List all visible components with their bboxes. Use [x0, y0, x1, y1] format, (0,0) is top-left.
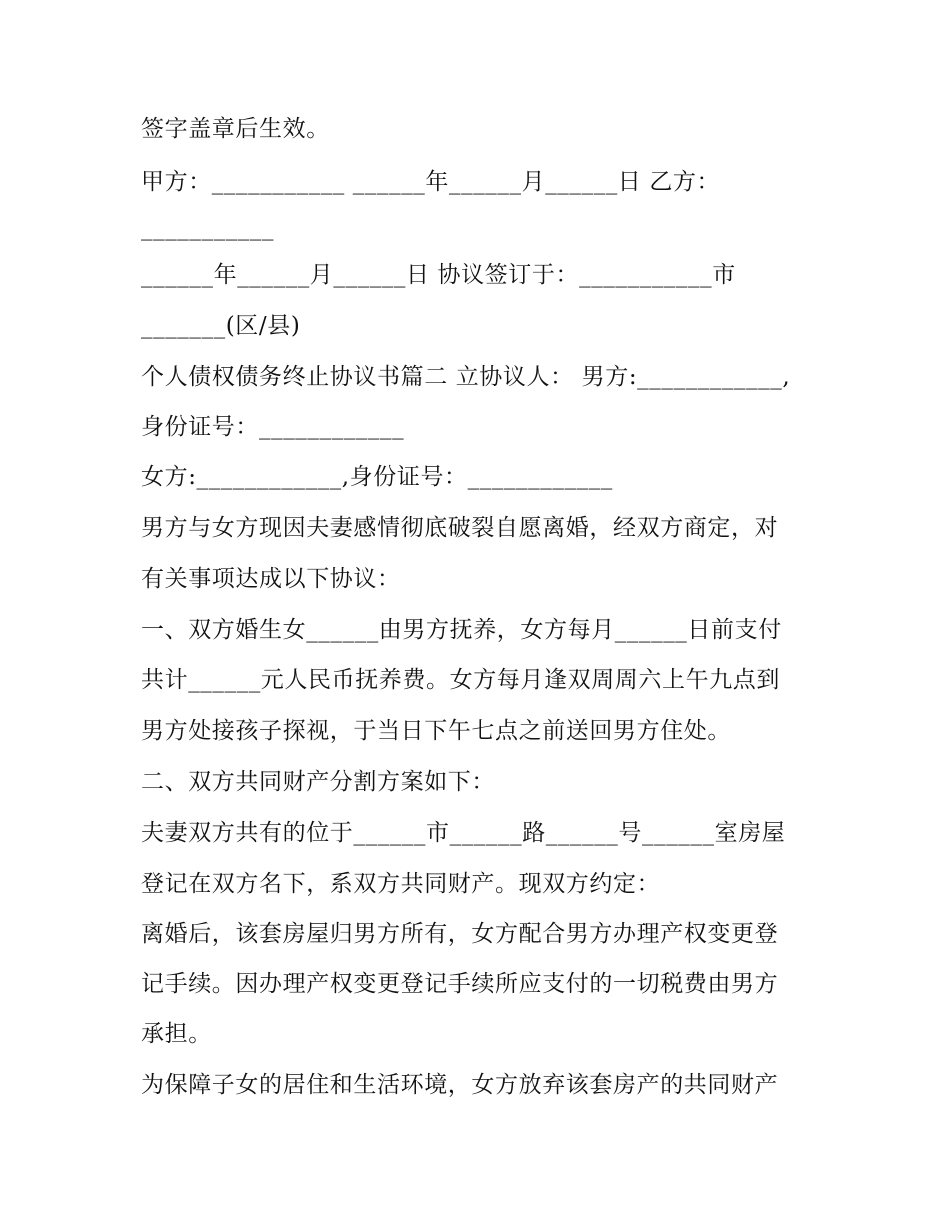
- text-line: 夫妻双方共有的位于______市______路______号______室房屋: [141, 820, 786, 846]
- text-line: 二、双方共同财产分割方案如下：: [141, 769, 495, 795]
- text-line: 男方处接孩子探视，于当日下午七点之前送回男方住处。: [141, 718, 731, 744]
- text-line: 记手续。因办理产权变更登记手续所应支付的一切税费由男方: [141, 971, 779, 997]
- text-line: 离婚后，该套房屋归男方所有，女方配合男方办理产权变更登: [141, 921, 779, 947]
- text-line: 身份证号：____________: [141, 414, 405, 440]
- text-line: 为保障子女的居住和生活环境，女方放弃该套房产的共同财产: [141, 1072, 779, 1098]
- text-line: 个人债权债务终止协议书篇二 立协议人： 男方:____________,: [141, 364, 791, 390]
- text-line: 女方:____________,身份证号：____________: [141, 464, 613, 490]
- text-line: 有关事项达成以下协议：: [141, 566, 401, 592]
- text-line: ______年______月______日 协议签订于：___________市: [141, 262, 736, 288]
- text-line: 男方与女方现因夫妻感情彻底破裂自愿离婚，经双方商定，对: [141, 515, 779, 541]
- text-line: 登记在双方名下，系双方共同财产。现双方约定：: [141, 871, 661, 897]
- text-line: ___________: [141, 215, 275, 241]
- text-line: 共计______元人民币抚养费。女方每月逢双周周六上午九点到: [141, 667, 780, 693]
- text-line: 签字盖章后生效。: [141, 116, 330, 142]
- text-line: _______(区/县): [141, 313, 301, 339]
- text-line: 一、双方婚生女______由男方抚养，女方每月______日前支付: [141, 617, 782, 643]
- text-line: 承担。: [141, 1021, 212, 1047]
- text-line: 甲方：___________ ______年______月______日 乙方：: [141, 169, 721, 195]
